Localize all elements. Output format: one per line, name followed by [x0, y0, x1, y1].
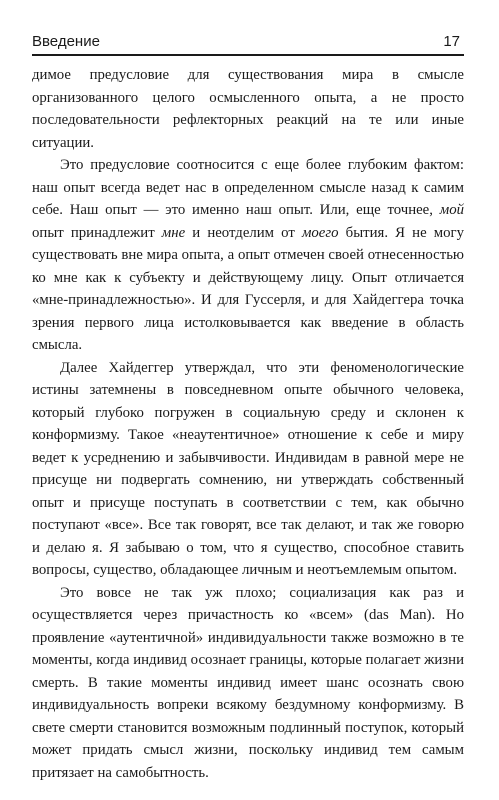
section-title: Введение [32, 33, 100, 50]
page-number: 17 [443, 33, 460, 50]
text-segment: Это предусловие соотносится с еще более глубоким фактом: наш опыт всегда ведет нас в определенном смысле назад к самим себе. Наш опыт — это именно наш опыт. Или, еще точнее, [32, 157, 464, 218]
text-segment: и неотделим от [185, 224, 302, 241]
running-header [32, 30, 464, 54]
emphasis-text: мой [439, 202, 464, 218]
paragraph [32, 582, 464, 785]
text-segment: Это вовсе не так уж плохо; социализация как раз и осуществляется через причастность ко «всем» (das Man). Но проявление «аутентичной» индивидуальности также возможно в те моменты, когда индивид осознает границы, которые полагает жизни смерть. В такие моменты индивид имеет шанс осознать свою индивидуальность вопреки всякому бездумному конформизму. В свете смерти становится возможным подлинный поступок, который может придать смысл жизни, поскольку индивид тем самым притязает на самобытность. [32, 584, 464, 781]
body-text [32, 64, 464, 784]
emphasis-text: моего [301, 224, 339, 241]
header-rule [32, 54, 464, 56]
paragraph [32, 64, 464, 154]
text-segment: димое предусловие для существования мира в смысле организованного целого осмысленного опыта, а не просто последовательности рефлекторных реакций на те или иные ситуации. [32, 67, 464, 151]
text-segment: бытия. Я не могу существовать вне мира опыта, а опыт отмечен своей отнесенностью ко мне как к субъекту и действующему лицу. Опыт отличается «мне-принадлежностью». И для Гуссерля, и для Хайдеггера точка зрения первого лица истолковывается как введение в область смысла. [32, 224, 465, 353]
paragraph [32, 357, 464, 582]
paragraph [32, 154, 464, 357]
emphasis-text: мне [161, 224, 186, 241]
text-segment: Далее Хайдеггер утверждал, что эти феноменологические истины затемнены в повседневном опыте обычного человека, который глубоко погружен в социальную среду и склонен к конформизму. Такое «неаутентичное» отношение к себе и миру ведет к усреднению и забывчивости. Индивидам в равной мере не присуще ни подвергать сомнению, ни утверждать собственный опыт и присуще поступать в соответствии с тем, как обычно поступают «все». Все так говорят, все так делают, и так же говорю и делаю я. Я забываю о том, что я существо, способное ставить вопросы, существо, обладающее личным и неотъемлемым опытом. [32, 359, 464, 578]
text-segment: опыт принадлежит [32, 224, 162, 241]
